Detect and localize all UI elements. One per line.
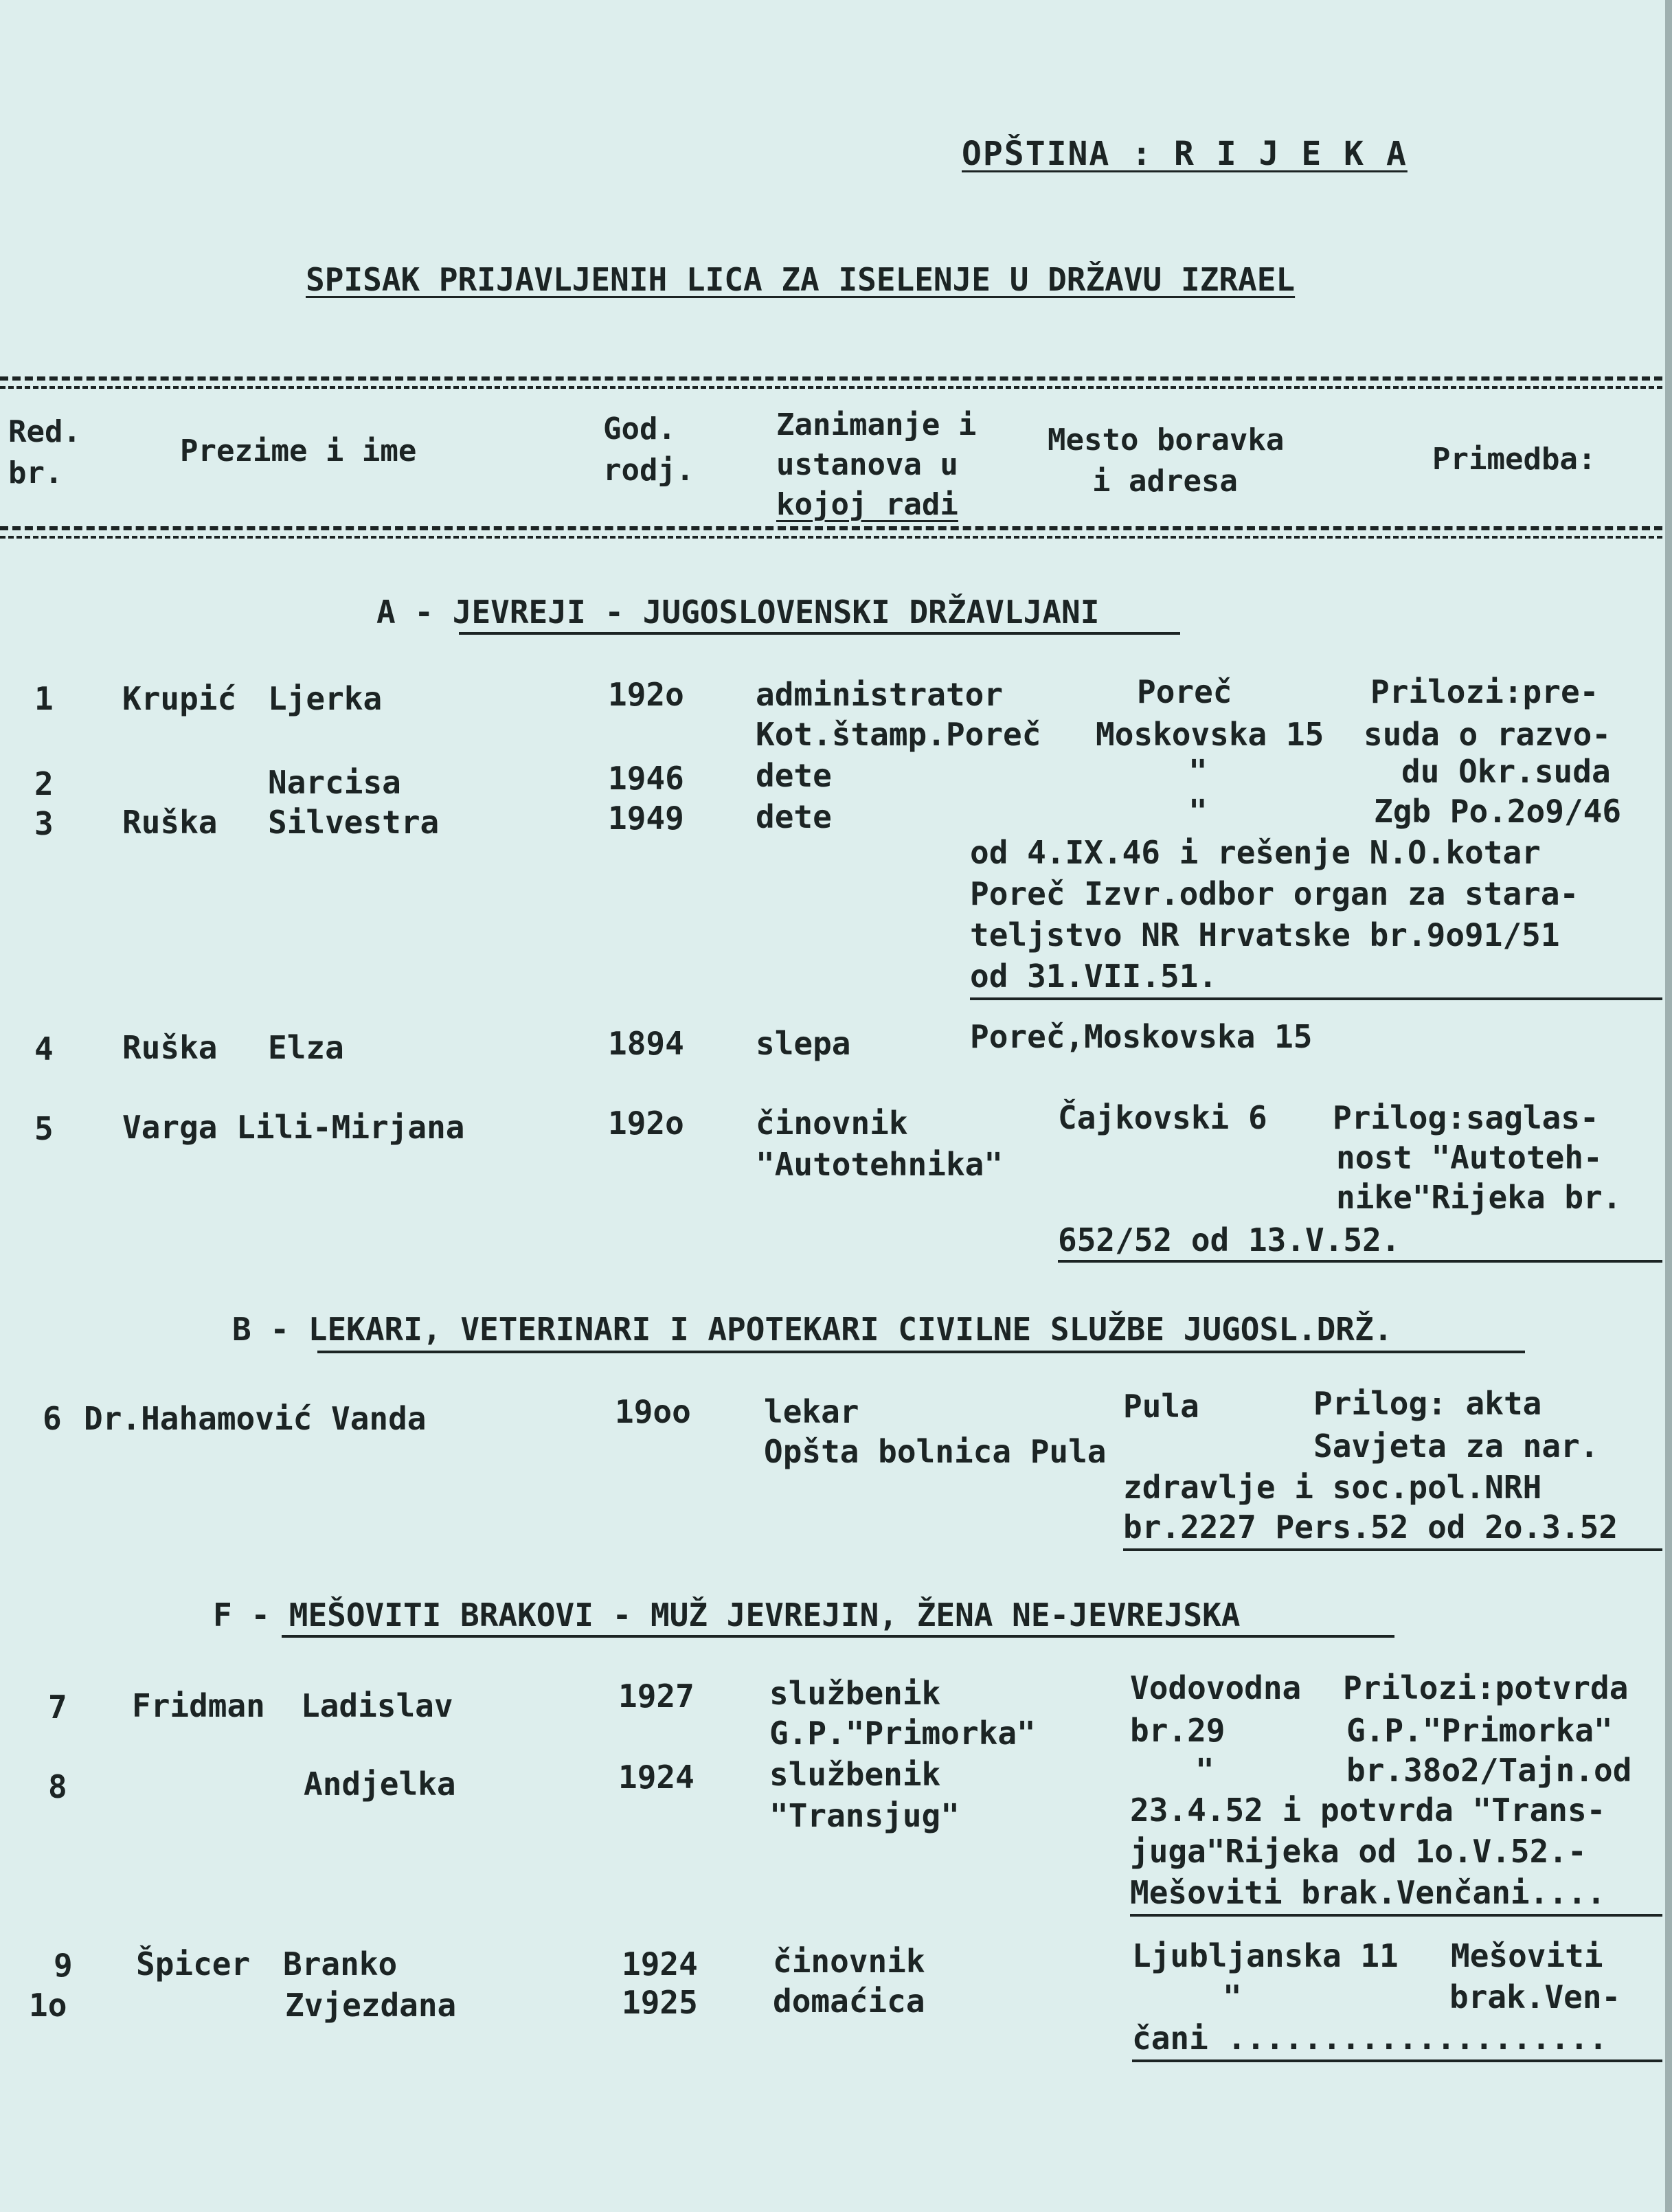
section-b-underline <box>317 1351 1525 1353</box>
row6-note-2: Savjeta za nar. <box>1313 1427 1599 1465</box>
municipality-heading: OPŠTINA : R I J E K A <box>962 135 1408 173</box>
row6-name: Dr.Hahamović Vanda <box>84 1400 427 1437</box>
row6-occ1: lekar <box>764 1393 859 1430</box>
col-occupation-2: ustanova u <box>776 447 958 482</box>
row1-surname: Krupić <box>122 680 237 717</box>
row7-no: 7 <box>48 1689 67 1726</box>
note-a-6: Poreč Izvr.odbor organ za stara- <box>970 875 1579 912</box>
row3-no: 3 <box>34 805 54 842</box>
row10-first: Zvjezdana <box>285 1987 457 2024</box>
row10-occ1: domaćica <box>773 1983 925 2020</box>
row6-note-4: br.2227 Pers.52 od 2o.3.52 <box>1123 1509 1618 1546</box>
section-f-heading: F - MEŠOVITI BRAKOVI - MUŽ JEVREJIN, ŽENA NE-JEVREJSKA <box>213 1596 1241 1634</box>
note-a-underline <box>970 997 1662 1000</box>
section-b-heading: B - LEKARI, VETERINARI I APOTEKARI CIVILNE SLUŽBE JUGOSL.DRŽ. <box>232 1311 1393 1348</box>
col-note: Primedba: <box>1432 442 1596 477</box>
note-f-4: 23.4.52 i potvrda "Trans- <box>1130 1792 1606 1829</box>
note-f-3: br.38o2/Tajn.od <box>1346 1752 1632 1789</box>
row10-res1: " <box>1223 1978 1242 2016</box>
section-a-underline <box>459 632 1180 635</box>
row1-no: 1 <box>34 680 54 717</box>
row5-note-2: nost "Autoteh- <box>1336 1139 1603 1176</box>
document-title: SPISAK PRIJAVLJENIH LICA ZA ISELENJE U DRŽAVU IZRAEL <box>306 261 1296 298</box>
table-header-rule <box>0 526 1662 530</box>
row7-res1: Vodovodna <box>1130 1669 1302 1706</box>
row3-res1: " <box>1188 793 1208 830</box>
col-red-br-1: Red. <box>8 414 81 449</box>
row5-name: Varga Lili-Mirjana <box>122 1109 465 1146</box>
note-a-7: teljstvo NR Hrvatske br.9o91/51 <box>970 916 1560 953</box>
row6-occ2: Opšta bolnica Pula <box>764 1433 1107 1470</box>
row5-note-3: nike"Rijeka br. <box>1336 1179 1622 1216</box>
page-edge <box>1665 0 1672 2212</box>
note-f-2: G.P."Primorka" <box>1346 1712 1613 1749</box>
row1-year: 192o <box>608 676 684 713</box>
row2-year: 1946 <box>608 760 684 797</box>
row9-res1: Ljubljanska 11 <box>1132 1937 1399 1974</box>
row1-res1: Poreč <box>1137 673 1232 710</box>
note-a-1: Prilozi:pre- <box>1370 673 1599 710</box>
row9-no: 9 <box>54 1947 73 1984</box>
note-a-2: suda o razvo- <box>1364 716 1612 753</box>
note-a-3: du Okr.suda <box>1401 753 1611 790</box>
row7-first: Ladislav <box>301 1687 453 1724</box>
row10-note-underline <box>1132 2059 1662 2062</box>
row5-no: 5 <box>34 1110 54 1147</box>
row2-no: 2 <box>34 765 54 802</box>
row10-note-3: čani .................... <box>1132 2020 1608 2057</box>
row7-occ2: G.P."Primorka" <box>769 1715 1036 1752</box>
row5-occ1: činovnik <box>756 1105 908 1142</box>
col-year-2: rodj. <box>603 453 694 488</box>
row7-res2: br.29 <box>1130 1712 1225 1749</box>
row9-year: 1924 <box>622 1945 698 1983</box>
note-a-4: Zgb Po.2o9/46 <box>1374 793 1622 830</box>
row9-occ1: činovnik <box>773 1943 925 1980</box>
note-f-underline <box>1130 1914 1662 1917</box>
row6-note-3: zdravlje i soc.pol.NRH <box>1123 1469 1542 1506</box>
note-f-5: juga"Rijeka od 1o.V.52.- <box>1130 1833 1587 1870</box>
row4-first: Elza <box>268 1029 344 1066</box>
col-residence-1: Mesto boravka <box>1048 422 1285 458</box>
row4-surname: Ruška <box>122 1029 218 1066</box>
col-occupation-1: Zanimanje i <box>776 407 977 442</box>
row9-surname: Špicer <box>136 1945 251 1983</box>
row1-res2: Moskovska 15 <box>1096 716 1324 753</box>
row1-occ2: Kot.štamp.Poreč <box>756 716 1041 753</box>
row2-occ1: dete <box>756 757 832 794</box>
note-f-6: Mešoviti brak.Venčani.... <box>1130 1874 1606 1911</box>
row9-first: Branko <box>283 1945 398 1983</box>
row10-note-2: brak.Ven- <box>1449 1978 1621 2016</box>
note-f-1: Prilozi:potvrda <box>1343 1669 1629 1706</box>
row6-no: 6 <box>43 1400 62 1437</box>
row5-occ2: "Autotehnika" <box>756 1146 1004 1183</box>
row8-occ1: službenik <box>769 1756 941 1793</box>
row6-note-underline <box>1123 1548 1662 1551</box>
row2-res1: " <box>1188 753 1208 790</box>
row3-first: Silvestra <box>268 804 440 841</box>
col-year-1: God. <box>603 411 676 447</box>
row8-no: 8 <box>48 1768 67 1805</box>
table-top-rule-2 <box>0 386 1662 389</box>
table-header-rule-2 <box>0 536 1662 539</box>
row4-no: 4 <box>34 1030 54 1068</box>
row8-res1: " <box>1195 1752 1215 1789</box>
row2-first: Narcisa <box>268 764 401 801</box>
col-occupation-3: kojoj radi <box>776 487 958 522</box>
row6-year: 19oo <box>615 1393 691 1430</box>
row6-res1: Pula <box>1123 1388 1199 1425</box>
row8-year: 1924 <box>618 1759 694 1796</box>
row8-first: Andjelka <box>304 1765 456 1803</box>
row10-year: 1925 <box>622 1984 698 2021</box>
row5-res1: Čajkovski 6 <box>1058 1099 1267 1136</box>
note-a-8: od 31.VII.51. <box>970 958 1218 995</box>
row4-res1: Poreč,Moskovska 15 <box>970 1018 1313 1055</box>
section-f-underline <box>282 1635 1394 1638</box>
note-a-5: od 4.IX.46 i rešenje N.O.kotar <box>970 834 1541 871</box>
row7-surname: Fridman <box>132 1687 265 1724</box>
row7-occ1: službenik <box>769 1675 941 1712</box>
row5-note-4: 652/52 od 13.V.52. <box>1058 1221 1401 1259</box>
row8-occ2: "Transjug" <box>769 1797 960 1834</box>
section-a-heading: A - JEVREJI - JUGOSLOVENSKI DRŽAVLJANI <box>376 594 1100 631</box>
row6-note-1: Prilog: akta <box>1313 1385 1542 1422</box>
row4-year: 1894 <box>608 1025 684 1062</box>
row7-year: 1927 <box>618 1678 694 1715</box>
row5-year: 192o <box>608 1105 684 1142</box>
row5-note-underline <box>1058 1260 1662 1263</box>
row1-first: Ljerka <box>268 680 383 717</box>
col-residence-2: i adresa <box>1092 464 1238 499</box>
row9-note: Mešoviti <box>1451 1937 1603 1974</box>
row3-surname: Ruška <box>122 804 218 841</box>
row4-occ1: slepa <box>756 1025 851 1062</box>
row5-note-1: Prilog:saglas- <box>1333 1099 1599 1136</box>
row3-occ1: dete <box>756 798 832 835</box>
col-red-br-2: br. <box>8 455 63 490</box>
row1-occ1: administrator <box>756 676 1004 713</box>
table-top-rule <box>0 376 1662 381</box>
row10-no: 1o <box>29 1987 67 2024</box>
col-name: Prezime i ime <box>180 433 417 469</box>
row3-year: 1949 <box>608 800 684 837</box>
